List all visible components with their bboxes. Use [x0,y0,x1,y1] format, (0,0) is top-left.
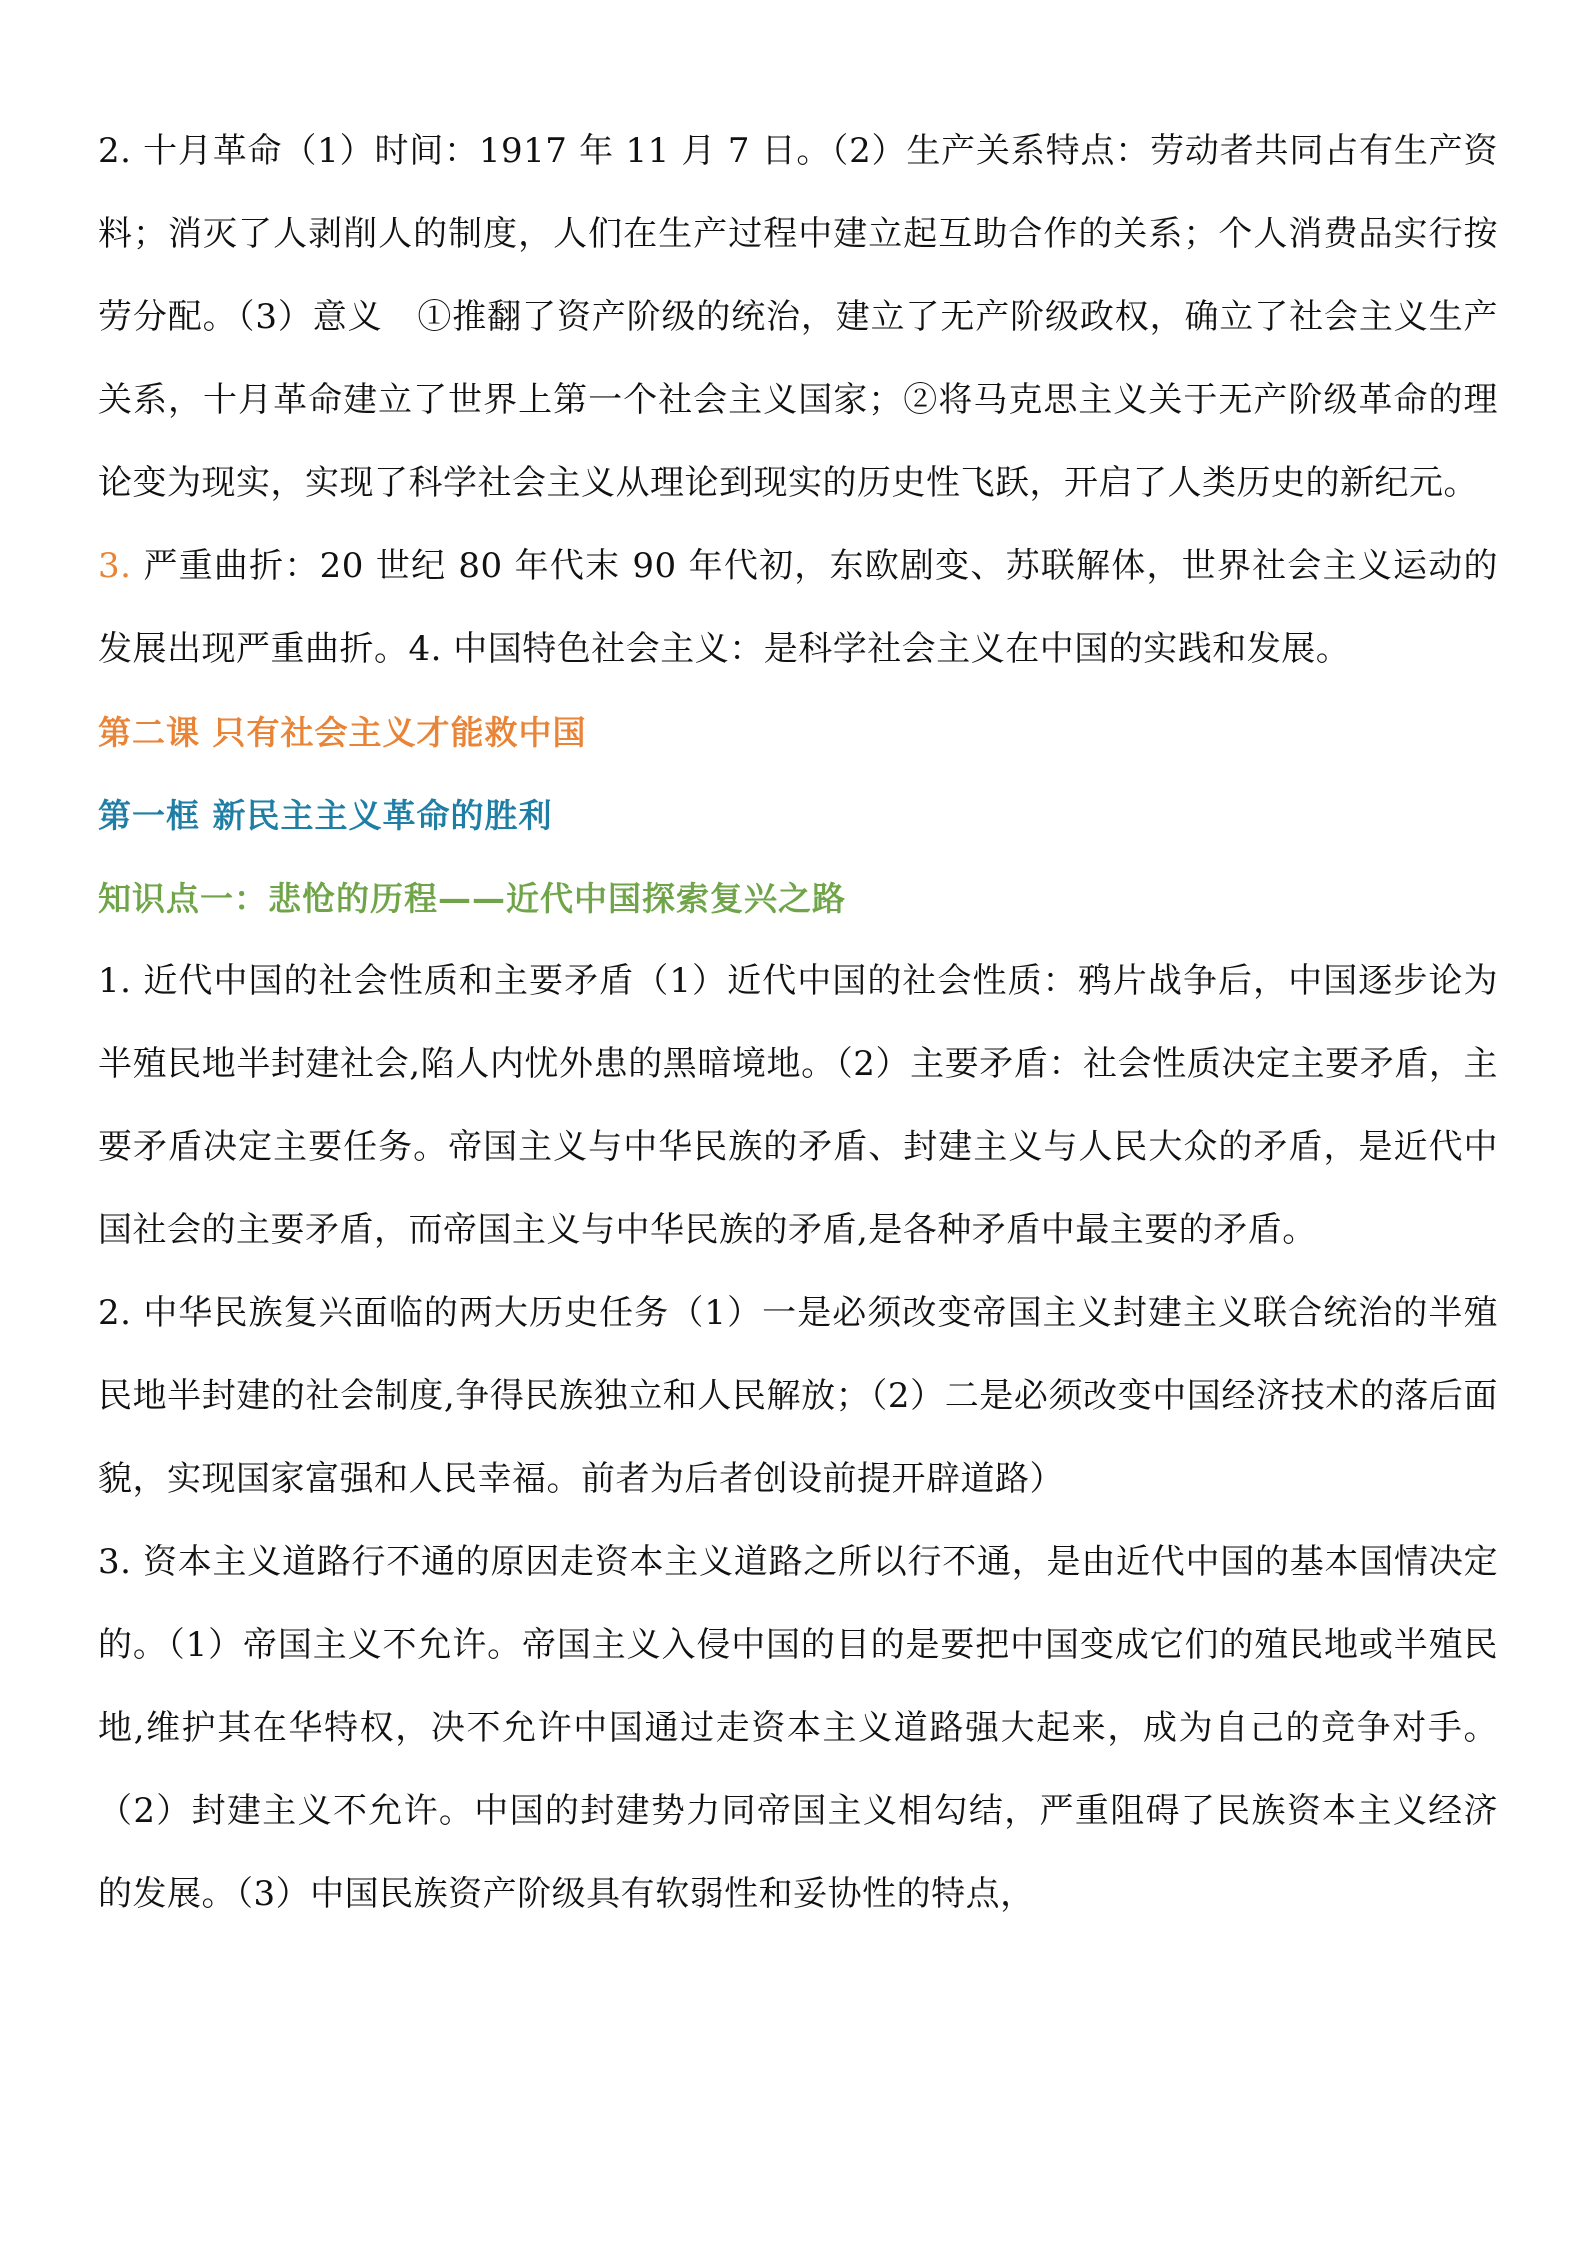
lesson-title: 第二课 只有社会主义才能救中国 [98,713,587,752]
paragraph-serious-setback-text: 严重曲折：20 世纪 80 年代末 90 年代初，东欧剧变、苏联解体，世界社会主义运动的发展出现严重曲折。4. 中国特色社会主义：是科学社会主义在中国的实践和发展。 [98,546,1498,669]
paragraph-serious-setback [98,525,1498,691]
paragraph-historical-tasks: 2. 中华民族复兴面临的两大历史任务（1）一是必须改变帝国主义封建主义联合统治的半殖民地半封建的社会制度,争得民族独立和人民解放；（2）二是必须改变中国经济技术的落后面貌，实现国家富强和人民幸福。前者为后者创设前提开辟道路） [98,1293,1498,1499]
frame-title: 第一框 新民主主义革命的胜利 [98,796,553,835]
paragraph-capitalist-road: 3. 资本主义道路行不通的原因走资本主义道路之所以行不通，是由近代中国的基本国情决定的。（1）帝国主义不允许。帝国主义入侵中国的目的是要把中国变成它们的殖民地或半殖民地,维护其在华特权，决不允许中国通过走资本主义道路强大起来，成为自己的竞争对手。（2）封建主义不允许。中国的封建势力同帝国主义相勾结，严重阻碍了民族资本主义经济的发展。（3）中国民族资产阶级具有软弱性和妥协性的特点， [98,1542,1498,1914]
paragraph-october-revolution: 2. 十月革命（1）时间：1917 年 11 月 7 日。（2）生产关系特点：劳动者共同占有生产资料；消灭了人剥削人的制度，人们在生产过程中建立起互助合作的关系；个人消费品实行按劳分配。（3）意义 ①推翻了资产阶级的统治，建立了无产阶级政权，确立了社会主义生产关系，十月革命建立了世界上第一个社会主义国家；②将马克思主义关于无产阶级革命的理论变为现实，实现了科学社会主义从理论到现实的历史性飞跃，开启了人类历史的新纪元。 [98,131,1498,503]
knowledge-point-title: 知识点一：悲怆的历程——近代中国探索复兴之路 [98,879,846,918]
document-page [98,110,1498,1936]
paragraph-social-nature: 1. 近代中国的社会性质和主要矛盾（1）近代中国的社会性质：鸦片战争后，中国逐步论为半殖民地半封建社会,陷人内忧外患的黑暗境地。（2）主要矛盾：社会性质决定主要矛盾，主要矛盾决定主要任务。帝国主义与中华民族的矛盾、封建主义与人民大众的矛盾，是近代中国社会的主要矛盾，而帝国主义与中华民族的矛盾,是各种矛盾中最主要的矛盾。 [98,961,1498,1250]
item-number-highlight: 3. [98,546,132,586]
